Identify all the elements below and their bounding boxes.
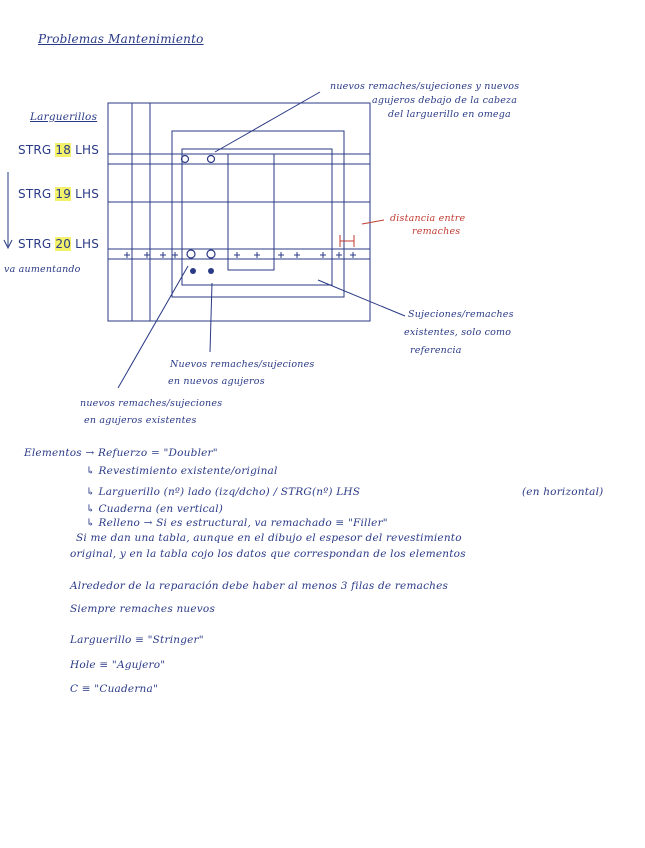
outer-frame xyxy=(108,103,370,321)
glossary-cuaderna: C ≡ "Cuaderna" xyxy=(70,683,158,695)
stringer-label-20: STRG 20 LHS xyxy=(18,237,100,251)
note-line-1: Si me dan una tabla, aunque en el dibujo el espesor del revestimiento xyxy=(76,532,462,544)
annotation-existing-2: existentes, solo como xyxy=(404,327,512,338)
annotation-distance-2: remaches xyxy=(412,226,461,237)
annotation-new-holes-1: Nuevos remaches/sujeciones xyxy=(170,359,315,370)
element-cuaderna: ↳ Cuaderna (en vertical) xyxy=(86,503,224,515)
annotation-existing-3: referencia xyxy=(410,345,462,356)
stringer-label-19: STRG 19 LHS xyxy=(18,187,100,201)
stringer-label-18: STRG 18 LHS xyxy=(18,143,100,157)
element-relleno: ↳ Relleno → Si es estructural, va remachado ≡ "Filler" xyxy=(86,517,388,529)
note-line-3: Alrededor de la reparación debe haber al menos 3 filas de remaches xyxy=(70,580,449,592)
element-revestimiento: ↳ Revestimiento existente/original xyxy=(86,465,278,477)
note-line-2: original, y en la tabla cojo los datos que correspondan de los elementos xyxy=(70,548,466,560)
larguerillos-label: Larguerillos xyxy=(30,111,98,123)
annotation-top-2: agujeros debajo de la cabeza xyxy=(372,95,518,106)
annotation-existing-holes-1: nuevos remaches/sujeciones xyxy=(80,398,223,409)
annotation-distance-1: distancia entre xyxy=(390,213,466,224)
glossary-stringer: Larguerillo ≡ "Stringer" xyxy=(70,634,204,646)
annotation-top-3: del larguerillo en omega xyxy=(388,109,511,120)
glossary-hole: Hole ≡ "Agujero" xyxy=(70,659,166,671)
page-title: Problemas Mantenimiento xyxy=(38,32,204,46)
annotation-existing-holes-2: en agujeros existentes xyxy=(84,415,197,426)
annotation-new-holes-2: en nuevos agujeros xyxy=(168,376,265,387)
annotation-existing-1: Sujeciones/remaches xyxy=(408,309,514,320)
elements-label: Elementos → Refuerzo = "Doubler" xyxy=(24,447,218,459)
element-refuerzo: Refuerzo = "Doubler" xyxy=(97,447,218,459)
element-horizontal-note: (en horizontal) xyxy=(522,486,604,498)
element-larguerillo: ↳ Larguerillo (nº) lado (izq/dcho) / STRG(nº) LHS xyxy=(86,486,361,498)
aumentando-label: va aumentando xyxy=(4,264,81,275)
annotation-top-1: nuevos remaches/sujeciones y nuevos xyxy=(330,81,520,92)
note-line-4: Siempre remaches nuevos xyxy=(70,603,216,615)
doubler-outline xyxy=(172,131,344,297)
